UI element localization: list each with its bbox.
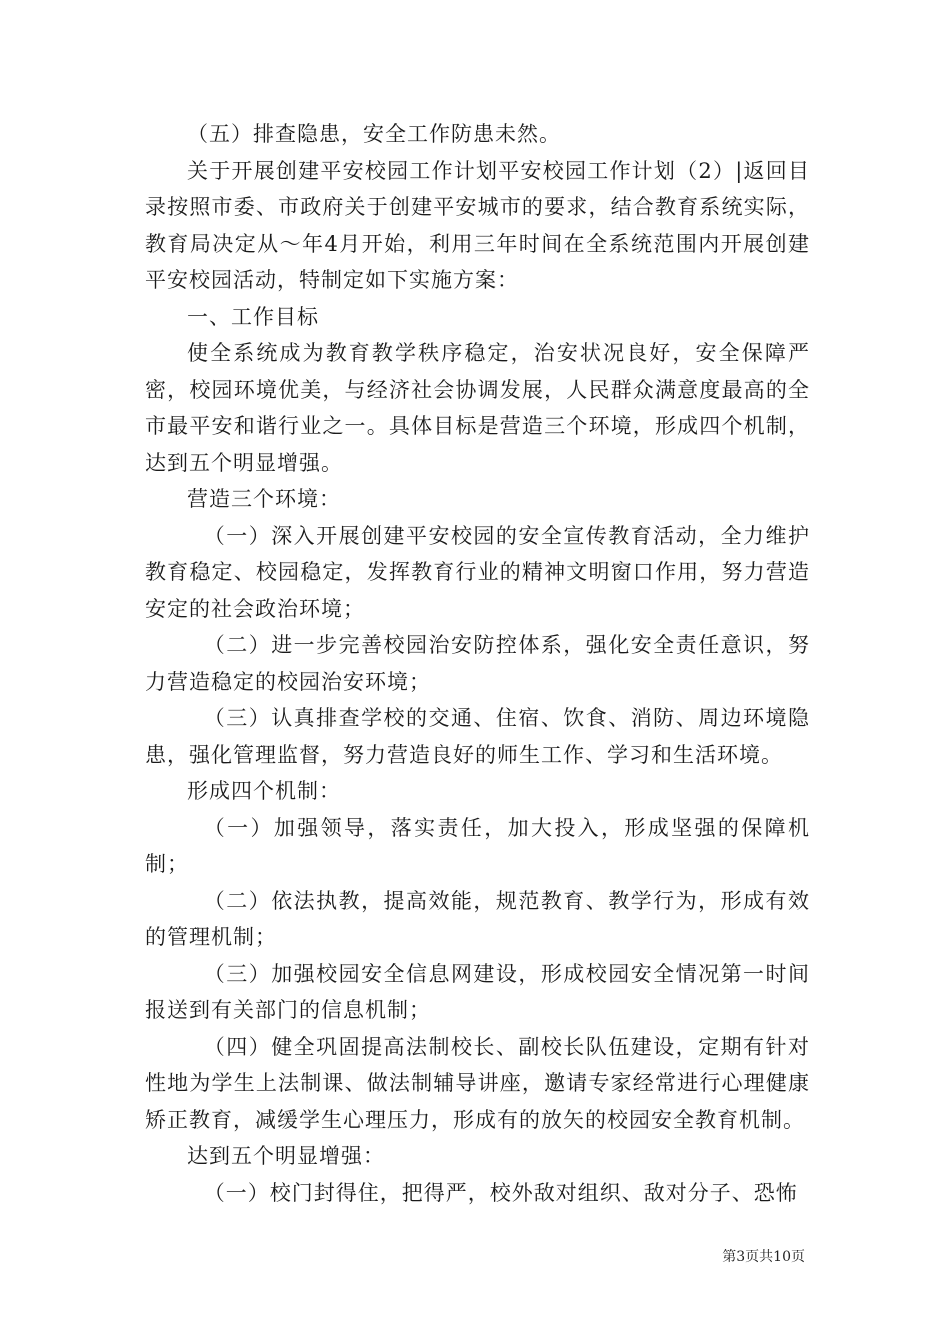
subheading: 形成四个机制： [187,779,341,803]
list-item: （一）校门封得住，把得严，校外敌对组织、敌对分子、恐怖 [203,1180,798,1205]
subheading: 营造三个环境： [187,487,341,511]
paragraph: 关于开展创建平安校园工作计划平安校园工作计划（2）|返回目录按照市委、市政府关于创建平安城市的要求，结合教育系统实际，教育局决定从～年4月开始，利用三年时间在全系统范围内开展创建平安校园活动，特制定如下实施方案： [145,158,810,292]
subheading: 达到五个明显增强： [187,1144,385,1168]
page-number: 第3页共10页 [722,1249,805,1265]
section-heading: 一、工作目标 [187,304,319,329]
list-item: （一）深入开展创建平安校园的安全宣传教育活动，全力维护教育稳定、校园稳定，发挥教育行业的精神文明窗口作用，努力营造安定的社会政治环境； [145,523,810,621]
paragraph: 使全系统成为教育教学秩序稳定，治安状况良好，安全保障严密，校园环境优美，与经济社会协调发展，人民群众满意度最高的全市最平安和谐行业之一。具体目标是营造三个环境，形成四个机制，达到五个明显增强。 [145,341,810,475]
list-item: （二）依法执教，提高效能，规范教育、教学行为，形成有效的管理机制； [145,888,810,949]
document-body [145,116,810,1211]
list-item: （三）认真排查学校的交通、住宿、饮食、消防、周边环境隐患，强化管理监督，努力营造良好的师生工作、学习和生活环境。 [145,706,810,767]
list-item: （四）健全巩固提高法制校长、副校长队伍建设，定期有针对性地为学生上法制课、做法制辅导讲座，邀请专家经常进行心理健康矫正教育，减缓学生心理压力，形成有的放矢的校园安全教育机制。 [145,1034,810,1132]
list-item: （一）加强领导，落实责任，加大投入，形成坚强的保障机制； [145,815,810,876]
paragraph: （五）排查隐患，安全工作防患未然。 [187,122,561,146]
list-item: （二）进一步完善校园治安防控体系，强化安全责任意识，努力营造稳定的校园治安环境； [145,633,810,694]
list-item: （三）加强校园安全信息网建设，形成校园安全情况第一时间报送到有关部门的信息机制； [145,961,810,1022]
